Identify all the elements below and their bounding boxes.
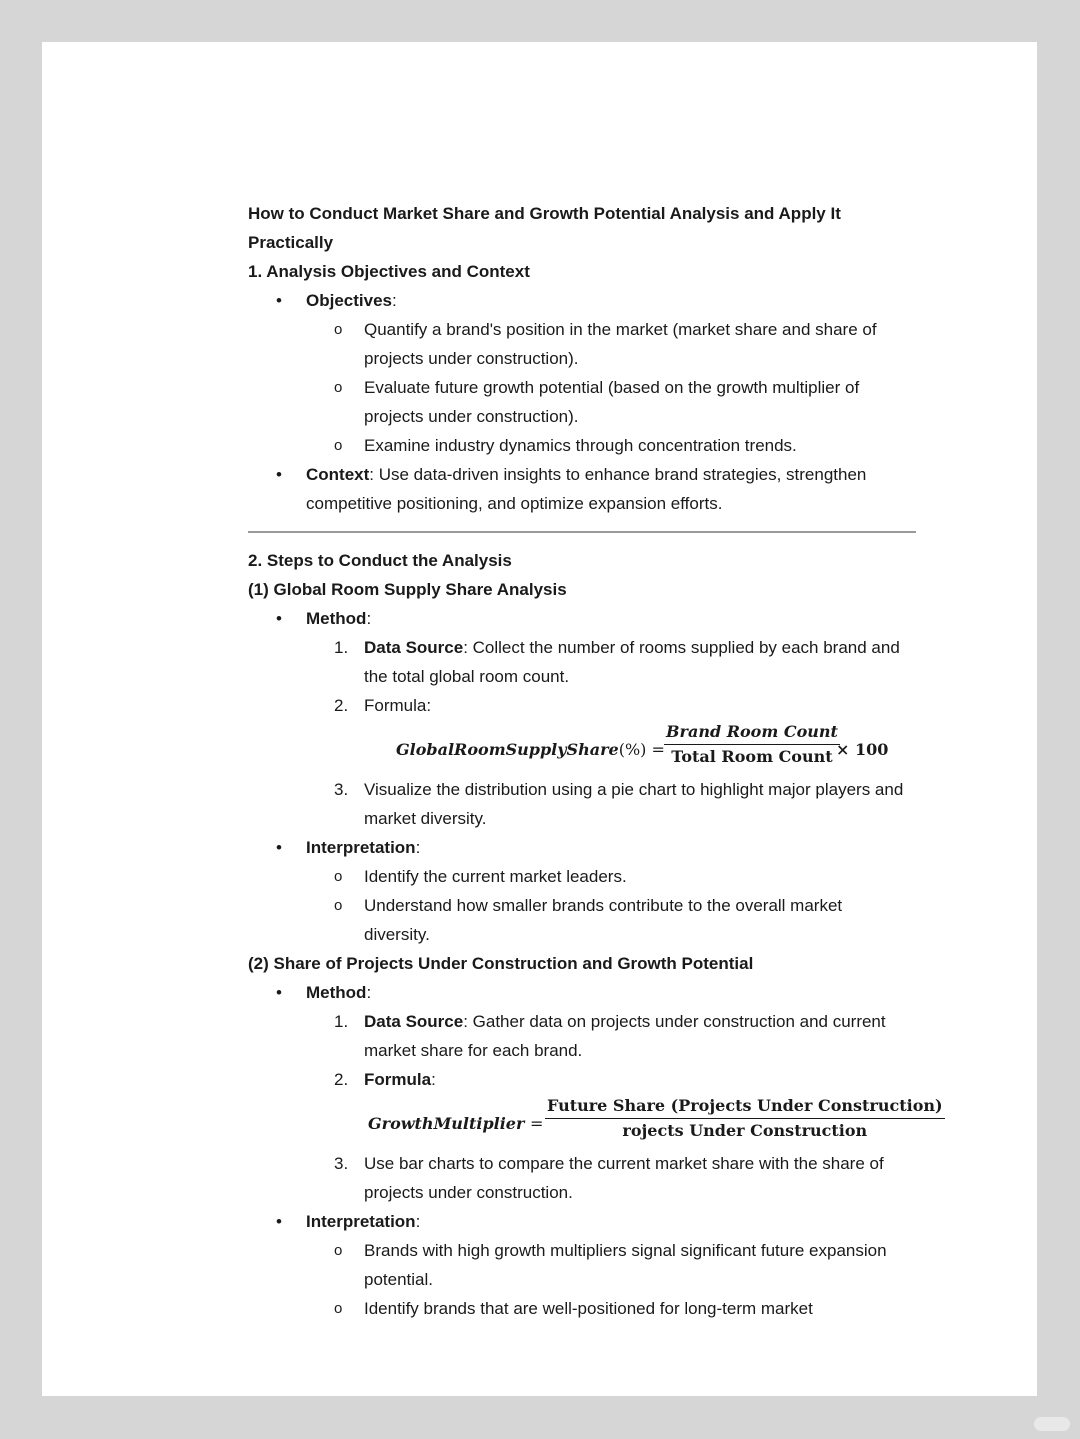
interpretation-1 (248, 862, 918, 891)
section-1-heading: 1. Analysis Objectives and Context (248, 262, 530, 281)
step-3-text: Use bar charts to compare the current market share with the share of (364, 1154, 884, 1173)
step-2 (248, 691, 918, 720)
method-label: Method (306, 609, 367, 628)
interpretation-1 (248, 1236, 918, 1265)
document-title-cont: Practically (248, 233, 334, 252)
document-title: How to Conduct Market Share and Growth Potential Analysis and Apply It (248, 204, 841, 223)
circle-marker: o (334, 897, 343, 914)
step-3 (248, 775, 918, 804)
document-page (42, 42, 1037, 1396)
formula-lhs (396, 735, 665, 764)
bullet-marker: • (276, 291, 282, 310)
context-cont: competitive positioning, and optimize expansion efforts. (306, 494, 723, 513)
step-number: 2. (334, 1070, 349, 1089)
step-number: 2. (334, 696, 349, 715)
interpretation-1-cont: potential. (364, 1270, 433, 1289)
formula-multiplier: × 100 (836, 740, 889, 759)
objective-2-cont: projects under construction). (364, 407, 579, 426)
step-number: 3. (334, 1154, 349, 1173)
circle-marker: o (334, 321, 343, 338)
corner-badge (1034, 1417, 1070, 1431)
interpretation-item (248, 1207, 918, 1236)
objective-1 (248, 315, 918, 344)
step-3-cont: projects under construction. (364, 1183, 573, 1202)
interpretation-2-text: Identify brands that are well-positioned for long-term market (364, 1299, 813, 1318)
formula-variable: GrowthMultiplier (368, 1114, 525, 1133)
circle-marker: o (334, 379, 343, 396)
interpretation-2 (248, 1294, 918, 1323)
colon: : (431, 1070, 436, 1089)
interpretation-2-text: Understand how smaller brands contribute to the overall market (364, 896, 843, 915)
colon: : (392, 291, 397, 310)
formula-lhs (368, 1109, 543, 1138)
interpretation-label: Interpretation (306, 1212, 416, 1231)
step-1-text: : Collect the number of rooms supplied by each brand and (463, 638, 900, 657)
step-3-text: Visualize the distribution using a pie chart to highlight major players and (364, 780, 904, 799)
formula-equals: = (529, 1114, 544, 1133)
bullet-marker: • (276, 1212, 282, 1231)
bullet-marker: • (276, 465, 282, 484)
formula-numerator: Brand Room Count (666, 722, 838, 741)
step-2 (248, 1065, 918, 1094)
objective-2-text: Evaluate future growth potential (based on the growth multiplier of (364, 378, 860, 397)
interpretation-2 (248, 891, 918, 920)
step-1-cont: market share for each brand. (364, 1041, 583, 1060)
colon: : (366, 983, 372, 1002)
section-divider (248, 531, 916, 533)
objective-1-cont: projects under construction). (364, 349, 579, 368)
interpretation-label: Interpretation (306, 838, 416, 857)
bullet-marker: • (276, 838, 282, 857)
objectives-label: Objectives (306, 291, 392, 310)
step-1-text: : Gather data on projects under construction and current (463, 1012, 886, 1031)
objective-2 (248, 373, 918, 402)
objective-3-text: Examine industry dynamics through concentration trends. (364, 436, 797, 455)
circle-marker: o (334, 1300, 343, 1317)
context-label: Context (306, 465, 370, 484)
step-3 (248, 1149, 918, 1178)
interpretation-1-text: Identify the current market leaders. (364, 867, 627, 886)
formula-label: Formula: (364, 696, 432, 715)
document-body (248, 199, 943, 1323)
formula-numerator: Future Share (Projects Under Construction) (547, 1096, 943, 1115)
section-2-heading: 2. Steps to Conduct the Analysis (248, 551, 512, 570)
formula-equals: (%) = (618, 740, 665, 759)
circle-marker: o (334, 1242, 343, 1259)
formula-denominator: Total Room Count (664, 744, 840, 769)
interpretation-1-text: Brands with high growth multipliers signal significant future expansion (364, 1241, 887, 1260)
bullet-marker: • (276, 609, 282, 628)
interpretation-item (248, 833, 918, 862)
step-1 (248, 1007, 918, 1036)
circle-marker: o (334, 868, 343, 885)
data-source-label: Data Source (364, 1012, 464, 1031)
objective-3 (248, 431, 918, 460)
colon: : (415, 1212, 421, 1231)
growth-multiplier-formula (248, 1094, 943, 1149)
objective-1-text: Quantify a brand's position in the market (market share and share of (364, 320, 877, 339)
formula-fraction (545, 1094, 945, 1143)
subsection-2-heading: (2) Share of Projects Under Construction and Growth Potential (248, 954, 754, 973)
step-3-cont: market diversity. (364, 809, 487, 828)
formula-variable: GlobalRoomSupplyShare (396, 740, 619, 759)
colon: : (366, 609, 372, 628)
step-number: 1. (334, 1012, 349, 1031)
step-number: 3. (334, 780, 349, 799)
method-item (248, 978, 918, 1007)
data-source-label: Data Source (364, 638, 464, 657)
room-supply-share-formula (248, 720, 918, 775)
interpretation-2-cont: diversity. (364, 925, 430, 944)
formula-denominator: rojects Under Construction (545, 1118, 945, 1143)
method-item (248, 604, 918, 633)
method-label: Method (306, 983, 367, 1002)
step-1 (248, 633, 918, 662)
subsection-1-heading: (1) Global Room Supply Share Analysis (248, 580, 567, 599)
context-item (248, 460, 918, 489)
context-text: : Use data-driven insights to enhance brand strategies, strengthen (369, 465, 867, 484)
colon: : (415, 838, 421, 857)
circle-marker: o (334, 437, 343, 454)
step-number: 1. (334, 638, 349, 657)
objectives-item (248, 286, 918, 315)
bullet-marker: • (276, 983, 282, 1002)
formula-fraction (664, 720, 840, 769)
formula-label: Formula (364, 1070, 432, 1089)
step-1-cont: the total global room count. (364, 667, 570, 686)
